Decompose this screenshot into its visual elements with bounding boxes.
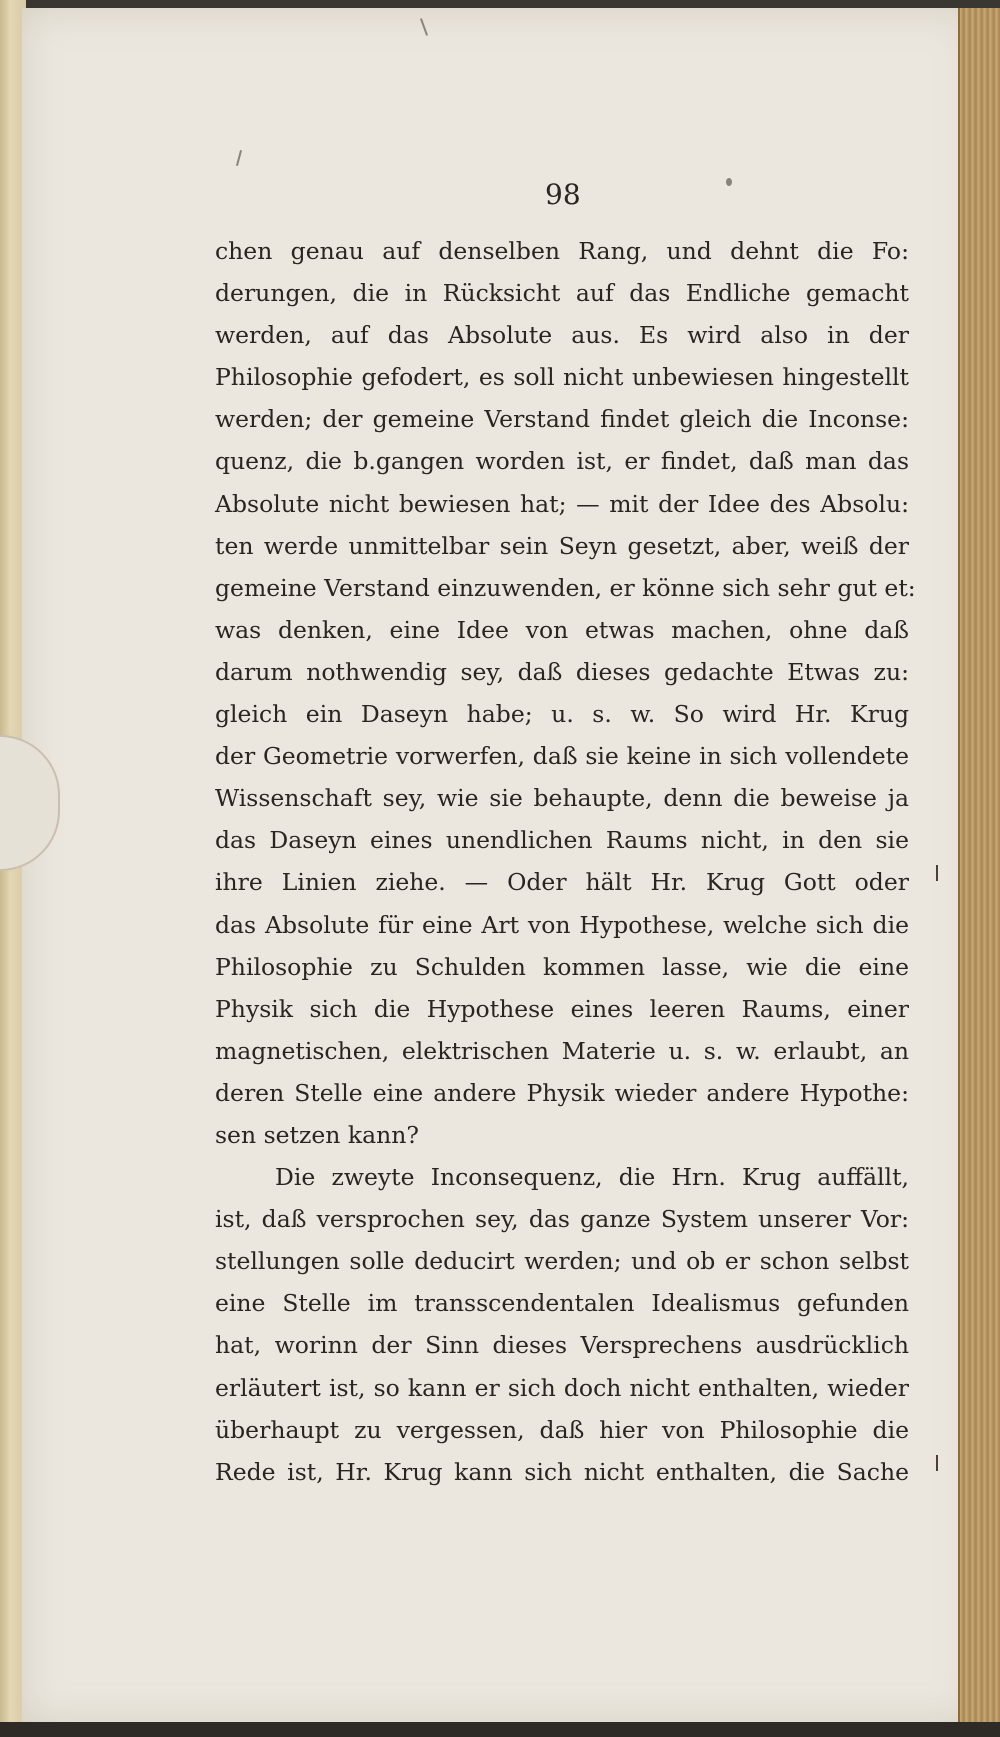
body-text xyxy=(215,230,916,1493)
page-number: 98 xyxy=(545,178,581,211)
text-line: Philosophie gefodert, es soll nicht unbewiesen hingestellt xyxy=(215,363,909,392)
text-line: der Geometrie vorwerfen, daß sie keine in sich vollendete xyxy=(215,742,909,771)
ink-speck xyxy=(726,178,732,186)
ink-speck xyxy=(936,1455,938,1471)
text-line: Philosophie zu Schulden kommen lasse, wie die eine xyxy=(215,952,909,981)
text-line: magnetischen, elektrischen Materie u. s. w. erlaubt, an xyxy=(215,1036,909,1065)
text-line: das Absolute für eine Art von Hypothese, welche sich die xyxy=(215,910,909,939)
text-line: gleich ein Daseyn habe; u. s. w. So wird Hr. Krug xyxy=(215,700,909,729)
text-line: Rede ist, Hr. Krug kann sich nicht enthalten, die Sache xyxy=(215,1457,909,1486)
text-line: eine Stelle im transscendentalen Idealismus gefunden xyxy=(215,1289,909,1318)
text-line: hat, worinn der Sinn dieses Versprechens ausdrücklich xyxy=(215,1331,909,1360)
text-line: erläutert ist, so kann er sich doch nicht enthalten, wieder xyxy=(215,1373,909,1402)
text-line: werden, auf das Absolute aus. Es wird also in der xyxy=(215,321,909,350)
text-line: chen genau auf denselben Rang, und dehnt die Fo: xyxy=(215,237,909,265)
text-line: ihre Linien ziehe. — Oder hält Hr. Krug Gott oder xyxy=(215,868,909,897)
text-line: Die zweyte Inconsequenz, die Hrn. Krug auffällt, xyxy=(275,1163,909,1192)
text-line: Physik sich die Hypothese eines leeren Raums, einer xyxy=(215,994,909,1023)
text-line: derungen, die in Rücksicht auf das Endliche gemacht xyxy=(215,279,909,308)
book-fore-edge xyxy=(958,8,1000,1737)
text-line: Wissenschaft sey, wie sie behaupte, denn die beweise ja xyxy=(215,784,909,813)
text-line: quenz, die b.gangen worden ist, er findet, daß man das xyxy=(215,447,909,476)
text-line: Absolute nicht bewiesen hat; — mit der Idee des Absolu: xyxy=(215,489,909,518)
text-line: was denken, eine Idee von etwas machen, ohne daß xyxy=(215,615,909,644)
scan-bottom-border xyxy=(0,1722,1000,1737)
text-line: das Daseyn eines unendlichen Raums nicht, in den sie xyxy=(215,826,909,855)
text-line: ten werde unmittelbar sein Seyn gesetzt, aber, weiß der xyxy=(215,531,909,560)
text-line: darum nothwendig sey, daß dieses gedachte Etwas zu: xyxy=(215,657,909,686)
text-line: überhaupt zu vergessen, daß hier von Philosophie die xyxy=(215,1415,909,1444)
text-line: gemeine Verstand einzuwenden, er könne sich sehr gut et: xyxy=(215,573,916,602)
text-line: ist, daß versprochen sey, das ganze System unserer Vor: xyxy=(215,1205,909,1234)
text-line: stellungen solle deducirt werden; und ob er schon selbst xyxy=(215,1247,909,1276)
text-line: deren Stelle eine andere Physik wieder andere Hypothe: xyxy=(215,1078,909,1107)
text-line: werden; der gemeine Verstand findet gleich die Inconse: xyxy=(215,405,909,434)
ink-speck xyxy=(936,865,938,881)
text-line: sen setzen kann? xyxy=(215,1120,419,1149)
